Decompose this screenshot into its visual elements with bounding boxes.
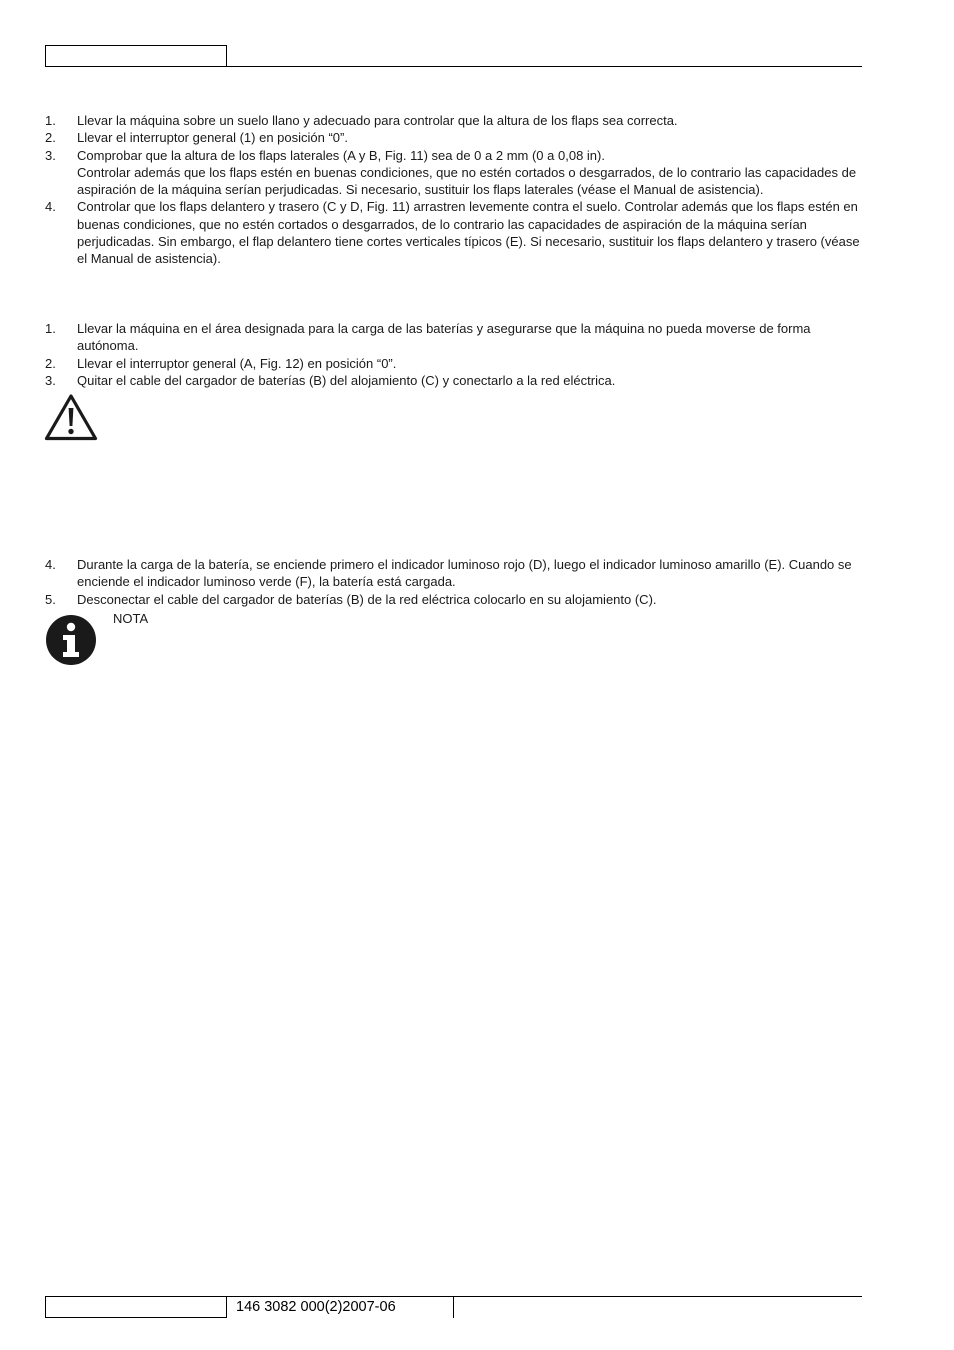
note-label: NOTA — [113, 611, 149, 626]
document-code: 146 3082 000(2)2007-06 — [236, 1299, 396, 1315]
list-item — [45, 320, 865, 355]
list-item-number: 2. — [45, 355, 56, 371]
list-item-number: 1. — [45, 321, 56, 336]
list-item-text: Durante la carga de la batería, se enciende primero el indicador luminoso rojo (D), luego el indicador luminoso amarillo (E). Cuando se enciende el indicador luminoso verde (F), la batería está cargada. — [77, 557, 852, 590]
flaps-check-list — [45, 112, 865, 268]
footer-tab-box — [45, 1296, 227, 1318]
list-item-number: 3. — [45, 147, 56, 163]
list-item-number: 5. — [45, 591, 56, 607]
list-item-number: 2. — [45, 130, 56, 146]
list-item-number: 3. — [45, 372, 56, 388]
warning-triangle-icon — [44, 393, 98, 441]
list-item-extra-text: Controlar además que los flaps estén en buenas condiciones, que no estén cortados o desgarrados, de lo contrario las capacidades de aspiración de la máquina serían perjudicadas. Si necesario, sustituir los flaps laterales (véase el Manual de asistencia). — [77, 164, 857, 198]
header-rule — [45, 66, 862, 67]
battery-charge-list-continued — [45, 556, 865, 608]
header-tab-box — [45, 45, 227, 66]
battery-charge-list — [45, 320, 865, 389]
list-item-text: Llevar el interruptor general (1) en posición “0”. — [77, 130, 348, 146]
list-item-number: 4. — [45, 199, 56, 215]
footer-separator — [453, 1296, 454, 1318]
list-item — [45, 556, 865, 591]
list-item — [45, 112, 865, 129]
list-item-text: Controlar que los flaps delantero y trasero (C y D, Fig. 11) arrastren levemente contra el suelo. Controlar además que los flaps estén en buenas condiciones, que no estén cortados o desgarrados, de lo contrario las capacidades de aspiración de la máquina serían perjudicadas. Sin embargo, el flap delantero tiene cortes verticales típicos (E). Si necesario, sustituir los flaps delantero y trasero (véase el Manual de asistencia). — [77, 199, 860, 267]
list-item-text: Llevar el interruptor general (A, Fig. 12) en posición “0”. — [77, 355, 397, 371]
list-item — [45, 372, 865, 389]
list-item — [45, 147, 865, 199]
list-item — [45, 198, 865, 267]
list-item-text: Llevar la máquina sobre un suelo llano y adecuado para controlar que la altura de los flaps sea correcta. — [77, 113, 678, 128]
list-item-text: Llevar la máquina en el área designada para la carga de las baterías y asegurarse que la máquina no pueda moverse de forma autónoma. — [77, 321, 811, 354]
list-item-text: Quitar el cable del cargador de baterías (B) del alojamiento (C) y conectarlo a la red eléctrica. — [77, 372, 616, 388]
list-item — [45, 591, 865, 608]
info-icon — [45, 614, 97, 666]
list-item-text: Comprobar que la altura de los flaps laterales (A y B, Fig. 11) sea de 0 a 2 mm (0 a 0,08 in). — [77, 147, 605, 163]
list-item-number: 4. — [45, 557, 56, 572]
list-item — [45, 129, 865, 146]
list-item — [45, 355, 865, 372]
list-item-text: Desconectar el cable del cargador de baterías (B) de la red eléctrica colocarlo en su alojamiento (C). — [77, 591, 657, 607]
list-item-number: 1. — [45, 113, 56, 128]
